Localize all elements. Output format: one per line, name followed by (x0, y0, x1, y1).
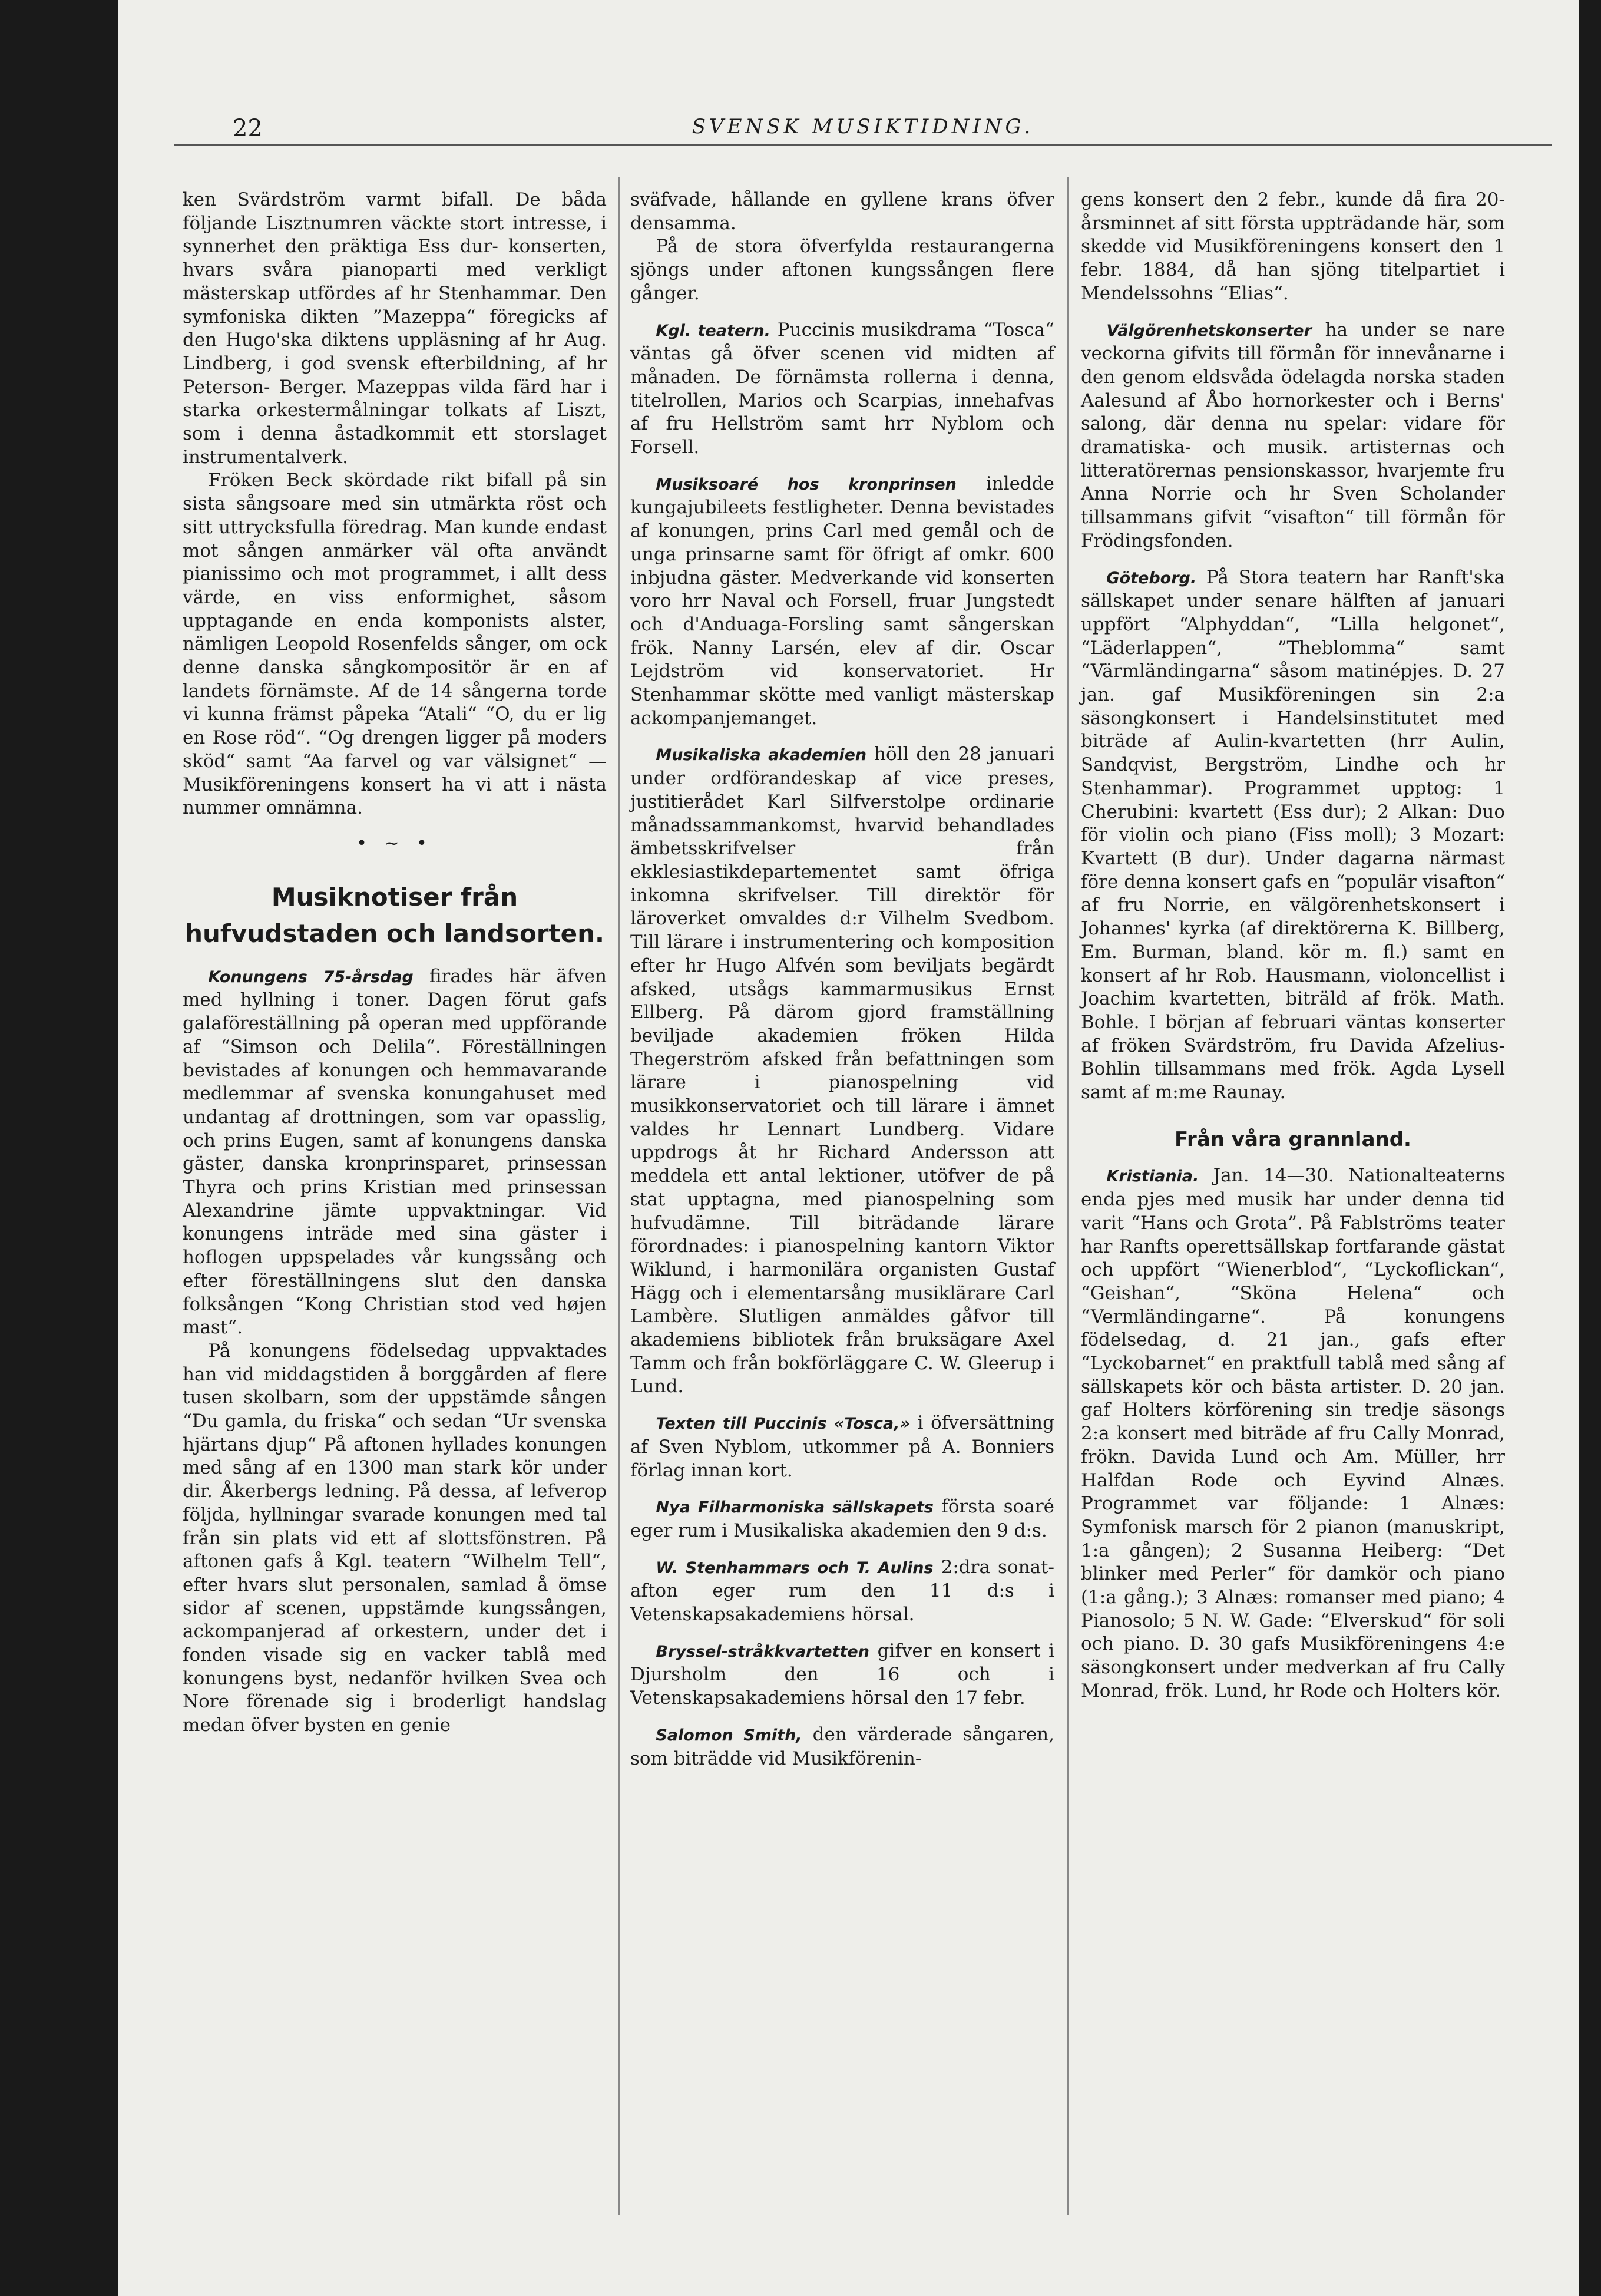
news-item: Välgörenhetskonserter ha under se nare veckorna gifvits till förmån för innevånarne i den genom eldsvåda ödelagda norska staden Aalesund af Åbo hornorkester och i Berns' salong, där denna nu spelar: vidare för dramatiska- och musik. artisternas och litteratörernas pensionskassor, hvarjemte fru Anna Norrie och hr Sven Scholander tillsammans gifvit “visafton“ till förmån för Frödingsfonden. (1081, 319, 1505, 551)
journal-title: SVENSK MUSIKTIDNING. (692, 115, 1034, 138)
item-lead: Konungens 75-årsdag (208, 967, 414, 986)
article-paragraph: ken Svärdström varmt bifall. De båda följande Lisztnumren väckte stort intresse, i synnerhet den präktiga Ess dur- konserten, hvars svåra pianoparti med verkligt mästerskap utfördes af hr Stenhammar. Den symfoniska dikten ”Mazeppa“ föregicks af den Hugo'ska diktens uppläsning af hr Aug. Lindberg, i god svensk efterbildning, af hr Peterson- Berger. Mazeppas vilda färd har i starka orkestermålningar tolkats af Liszt, som i denna åstadkommit ett storslaget instrumentalverk. (183, 189, 607, 468)
news-item: Kristiania. Jan. 14—30. Nationalteaterns enda pjes med musik har under denna tid varit “Hans och Grota”. På Fablströms teater har Ranfts operettsällskap fortfarande gästat och uppfört “Wienerblod“, “Lyckoflickan“, “Geishan“, “Sköna Helena“ och “Vermländingarne“. På konungens födelsedag, d. 21 jan., gafs efter “Lyckobarnet“ en praktfull tablå med sång af sällskapets kör och bästa artister. D. 20 jan. gaf Holters körförening sin tredje säsongs 2:a konsert med biträde af fru Cally Monrad, frökn. Davida Lund och Am. Müller, hrr Halfdan Rode och Eyvind Alnæs. Programmet var följande: 1 Alnæs: Symfonisk marsch för 2 pianon (manuskript, 1:a gången); 2 Susanna Heiberg: “Det blinker med Perler“ för damkör och piano (1:a gång.); 3 Alnæs: romanser med piano; 4 Pianosolo; 5 N. W. Gade: “Elverskud“ för soli och piano. D. 30 gafs Musikföreningens 4:e säsongkonsert under medverkan af fru Cally Monrad, frök. Lund, hr Rode och Holters kör. (1081, 1165, 1505, 1702)
page-header (174, 103, 1552, 146)
sub-heading: Från våra grannland. (1175, 1127, 1411, 1151)
news-item: Nya Filharmoniska sällskapets första soaré eger rum i Musikaliska akademien den 9 d:s. (630, 1496, 1054, 1541)
column-divider (1067, 177, 1069, 2215)
column-divider (618, 177, 620, 2215)
newspaper-page (118, 0, 1579, 2296)
news-item: Musiksoaré hos kronprinsen inledde kungajubileets festligheter. Denna bevistades af konungen, prins Carl med gemål och de unga prinsarne samt för öfrigt af omkr. 600 inbjudna gäster. Medverkande vid konserten voro hrr Naval och Forsell, fruar Jungstedt och d'Anduaga-Forsling samt sångerskan frök. Nanny Larsén, elev af dir. Oscar Lejdström vid konservatoriet. Hr Stenhammar skötte med vanligt mästerskap ackompanjemanget. (630, 473, 1054, 729)
column-1 (183, 189, 607, 1737)
news-item: Texten till Puccinis «Tosca,» i öfversättning af Sven Nyblom, utkommer på A. Bonniers förlag innan kort. (630, 1412, 1054, 1481)
article-paragraph: sväfvade, hållande en gyllene krans öfver densamma. (630, 189, 1054, 234)
news-item: Kgl. teatern. Puccinis musikdrama “Tosca“ väntas gå öfver scenen vid midten af månaden. De förnämsta rollerna i denna, titelrollen, Marios och Scarpias, innehafvas af fru Hellström samt hrr Nyblom och Forsell. (630, 319, 1054, 458)
news-item: Göteborg. På Stora teatern har Ranft'ska sällskapet under senare hälften af januari uppfört “Alphyddan“, “Lilla helgonet“, “Läderlappen“, ”Theblomma“ samt “Värmländingarna“ såsom matinépjes. D. 27 jan. gaf Musikföreningen sin 2:a säsongkonsert i Handelsinstitutet med biträde af Aulin-kvartetten (hrr Aulin, Sandqvist, Bergström, Lindhe och hr Stenhammar). Programmet upptog: 1 Cherubini: kvartett (Ess dur); 2 Alkan: Duo för violin och piano (Fiss moll); 3 Mozart: Kvartett (B dur). Under dagarna närmast före denna konsert gafs en “populär visafton“ af fru Norrie, en välgörenhetskonsert i Johannes' kyrka (af direktörerna K. Billberg, Em. Burman, bland. kör m. fl.) samt en konsert af hr Rob. Hausmann, violoncellist i Joachim kvartetten, biträld af frök. Math. Bohle. I början af februari väntas konserter af fröken Svärdström, fru Davida Afzelius-Bohlin tillsammans med frök. Agda Lysell samt af m:me Raunay. (1081, 566, 1505, 1104)
article-paragraph: På de stora öfverfylda restaurangerna sjöngs under aftonen kungssången flere gånger. (630, 236, 1054, 304)
news-item: Bryssel-stråkkvartetten gifver en konsert i Djursholm den 16 och i Vetenskapsakademiens hörsal den 17 febr. (630, 1640, 1054, 1709)
news-item: Konungens 75-årsdag firades här äfven med hyllning i toner. Dagen förut gafs galaföreställning på operan med uppförande af “Simson och Delila“. Föreställningen bevistades af konungen och hemmavarande medlemmar af svenska konungahuset med undantag af drottningen, som var opasslig, och prins Eugen, samt af konungens danska gäster, danska kronprinsparet, prinsessan Thyra och prins Kristian med prinsessan Alexandrine jämte uppvaktningar. Vid konungens inträde med sina gäster i hoflogen uppspelades vår kungssång och efter föreställningens slut den danska folksången “Kong Christian stod ved højen mast“. (183, 965, 607, 1339)
news-item: Salomon Smith, den värderade sångaren, som biträdde vid Musikförenin- (630, 1723, 1054, 1769)
news-item: W. Stenhammars och T. Aulins 2:dra sonat-afton eger rum den 11 d:s i Vetenskapsakademiens hörsal. (630, 1556, 1054, 1626)
column-2 (630, 189, 1054, 1770)
section-heading: Musiknotiser från hufvudstaden och landsorten. (185, 882, 604, 948)
column-3 (1081, 189, 1505, 1703)
page-number: 22 (233, 115, 263, 142)
news-item: Musikaliska akademien höll den 28 januari under ordförandeskap af vice preses, justitierådet Karl Silfverstolpe ordinarie månadssammankomst, hvarvid behandlades ämbetsskrifvelser från ekklesiastikdepartementet samt öfriga inkomna skrifvelser. Till direktör för läroverket omvaldes d:r Vilhelm Svedbom. Till lärare i instrumentering och komposition efter hr Hugo Alfvén som beviljats begärdt afsked, utsågs kammarmusikus Ernst Ellberg. På därom gjord framställning beviljade akademien fröken Hilda Thegerström afsked från befattningen som lärare i pianospelning vid musikkonservatoriet och till lärare i ämnet valdes hr Lennart Lundberg. Vidare uppdrogs åt hr Richard Andersson att meddela ett antal lektioner, utöfver de på stat upptagna, med pianospelning som hufvudämne. Till biträdande lärare förordnades: i pianospelning kantorn Viktor Wiklund, i harmonilära organisten Gustaf Hägg och i elementarsång musiklärare Carl Lambère. Slutligen anmäldes gåfvor till akademiens bibliotek från bruksägare Axel Tamm och från bokförläggare C. W. Gleerup i Lund. (630, 744, 1054, 1398)
article-paragraph: gens konsert den 2 febr., kunde då fira 20-årsminnet af sitt första uppträdande här, som skedde vid Musikföreningens konsert den 1 febr. 1884, då han sjöng titelpartiet i Mendelssohns “Elias“. (1081, 189, 1505, 304)
article-paragraph: Fröken Beck skördade rikt bifall på sin sista sångsoare med sin utmärkta röst och sitt uttrycksfulla föredrag. Man kunde endast mot sången anmärker väl ofta användt pianissimo och mot programmet, i allt dess värde, en viss enformighet, såsom upptagande en enda komponists alster, nämligen Leopold Rosenfelds sånger, om ock denne danska sångkompositör är en af landets förnämste. Af de 14 sångerna torde vi kunna främst påpeka “Atali“ “O, du er lig en Rose röd“. “Og drengen ligger på moders sköd“ samt “Aa farvel og var välsignet“ — Musikföreningens konsert ha vi att i nästa nummer omnämna. (183, 470, 607, 819)
article-paragraph: På konungens födelsedag uppvaktades han vid middagstiden å borggården af flere tusen skolbarn, som der uppstämde sången “Du gamla, du friska“ och sedan “Ur svenska hjärtans djup“ På aftonen hyllades konungen med sång af en 1300 man stark kör under dir. Åkerbergs ledning. På dessa, af lefverop följda, hyllningar svarade konungen med tal från sin plats vid ett af slottsfönstren. På aftonen gafs å Kgl. teatern “Wilhelm Tell“, efter hvars slut personalen, samlad å ömse sidor af scenen, uppstämde kungssången, ackompanjerad af orkestern, under det i fonden visade sig en vacker tablå med konungens byst, nedanför hvilken Svea och Nore förenade sig i broderligt handslag medan öfver bysten en genie (183, 1340, 607, 1736)
section-ornament: • ~ • (356, 832, 433, 854)
